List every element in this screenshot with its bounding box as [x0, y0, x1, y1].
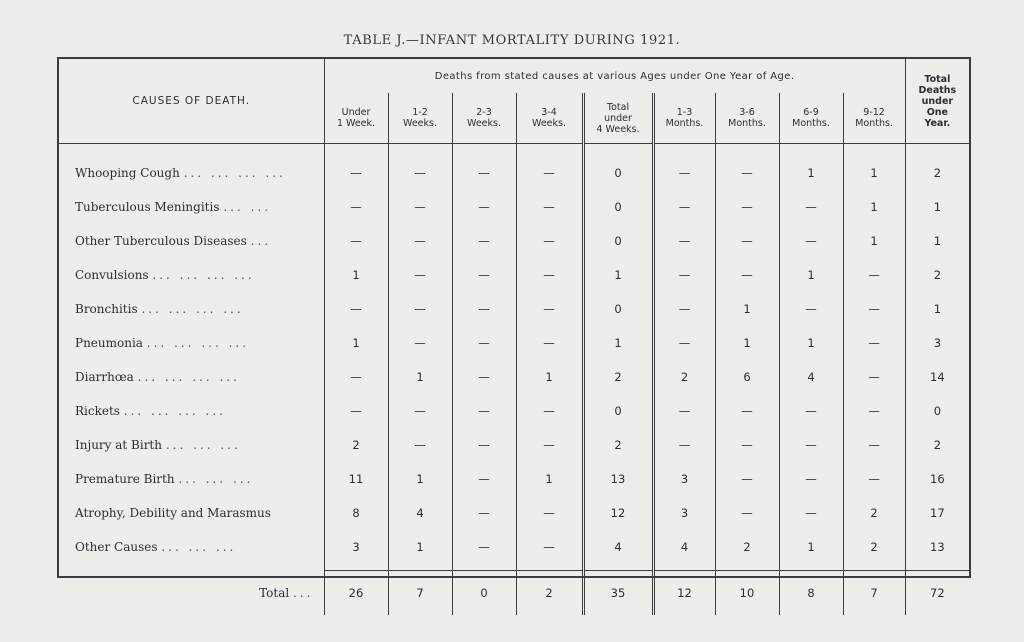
value-cell: —	[779, 224, 843, 258]
row-total-cell: 1	[905, 292, 969, 326]
value-cell: 2	[715, 530, 779, 564]
value-cell: —	[843, 462, 905, 496]
value-cell: 6	[715, 360, 779, 394]
total-label: Total ...	[259, 585, 314, 600]
value-cell: —	[388, 326, 452, 360]
col-header-2-3-weeks: 2-3 Weeks.	[452, 93, 516, 144]
value-cell: —	[452, 190, 516, 224]
value-cell: —	[324, 190, 388, 224]
cause-cell: Other Causes ... ... ...	[75, 540, 237, 554]
value-cell: —	[452, 156, 516, 190]
value-cell: —	[779, 428, 843, 462]
total-value-cell: 0	[452, 571, 516, 616]
value-cell: 11	[324, 462, 388, 496]
value-cell: 0	[583, 394, 653, 428]
value-cell: 1	[843, 156, 905, 190]
value-cell: 0	[583, 292, 653, 326]
value-cell: 1	[516, 462, 583, 496]
col-header-1-2-weeks: 1-2 Weeks.	[388, 93, 452, 144]
table-row	[59, 462, 969, 496]
value-cell: —	[715, 462, 779, 496]
value-cell: 3	[653, 496, 715, 530]
value-cell: 1	[715, 292, 779, 326]
value-cell: 1	[843, 224, 905, 258]
col-header-1-3-months: 1-3 Months.	[653, 93, 715, 144]
value-cell: 1	[516, 360, 583, 394]
value-cell: —	[324, 224, 388, 258]
value-cell: —	[452, 360, 516, 394]
value-cell: —	[388, 224, 452, 258]
cause-cell: Rickets ... ... ... ...	[75, 404, 226, 418]
value-cell: —	[516, 156, 583, 190]
value-cell: —	[452, 496, 516, 530]
value-cell: —	[653, 326, 715, 360]
value-cell: 2	[583, 428, 653, 462]
value-cell: —	[324, 360, 388, 394]
value-cell: 1	[715, 326, 779, 360]
value-cell: —	[452, 224, 516, 258]
value-cell: —	[715, 496, 779, 530]
row-total-cell: 13	[905, 530, 969, 564]
value-cell: 1	[779, 258, 843, 292]
total-header-line: Year.	[924, 117, 951, 129]
causes-of-death-header: CAUSES OF DEATH.	[59, 59, 324, 144]
col-header-6-9-months: 6-9 Months.	[779, 93, 843, 144]
total-value-cell: 26	[324, 571, 388, 616]
value-cell: —	[715, 224, 779, 258]
value-cell: 1	[388, 360, 452, 394]
cause-cell: Other Tuberculous Diseases ...	[75, 234, 272, 248]
table-row	[59, 326, 969, 360]
value-cell: —	[843, 360, 905, 394]
value-cell: —	[779, 462, 843, 496]
table-row	[59, 496, 969, 530]
value-cell: —	[843, 292, 905, 326]
value-cell: —	[452, 258, 516, 292]
table-row	[59, 394, 969, 428]
page-title: TABLE J.—INFANT MORTALITY DURING 1921.	[343, 33, 681, 48]
value-cell: 4	[779, 360, 843, 394]
value-cell: —	[653, 428, 715, 462]
value-cell: —	[452, 530, 516, 564]
value-cell: 1	[324, 326, 388, 360]
value-cell: —	[843, 326, 905, 360]
infant-mortality-table	[59, 59, 969, 615]
value-cell: —	[516, 530, 583, 564]
value-cell: —	[843, 428, 905, 462]
value-cell: —	[653, 224, 715, 258]
total-value-cell: 35	[583, 571, 653, 616]
value-cell: 2	[653, 360, 715, 394]
row-total-cell: 2	[905, 428, 969, 462]
value-cell: 3	[653, 462, 715, 496]
value-cell: —	[715, 190, 779, 224]
value-cell: —	[516, 224, 583, 258]
table-row	[59, 190, 969, 224]
mortality-table-frame	[57, 57, 971, 600]
value-cell: —	[516, 190, 583, 224]
value-cell: —	[715, 394, 779, 428]
value-cell: 1	[843, 190, 905, 224]
value-cell: 8	[324, 496, 388, 530]
col-header-total-under-4-weeks: Total under 4 Weeks.	[583, 93, 653, 144]
col-header-3-4-weeks: 3-4 Weeks.	[516, 93, 583, 144]
total-value-cell: 10	[715, 571, 779, 616]
value-cell: 1	[324, 258, 388, 292]
value-cell: —	[324, 156, 388, 190]
value-cell: 1	[583, 258, 653, 292]
col-header-under-1-week: Under 1 Week.	[324, 93, 388, 144]
row-total-cell: 2	[905, 258, 969, 292]
cause-cell: Pneumonia ... ... ... ...	[75, 336, 250, 350]
table-row	[59, 224, 969, 258]
col-header-9-12-months: 9-12 Months.	[843, 93, 905, 144]
value-cell: 2	[324, 428, 388, 462]
row-total-cell: 1	[905, 224, 969, 258]
row-total-cell: 0	[905, 394, 969, 428]
value-cell: —	[452, 394, 516, 428]
value-cell: —	[388, 258, 452, 292]
total-header-line: One	[926, 106, 949, 118]
value-cell: 1	[779, 156, 843, 190]
value-cell: —	[452, 462, 516, 496]
cause-cell: Bronchitis ... ... ... ...	[75, 302, 244, 316]
age-group-header: Deaths from stated causes at various Ages under One Year of Age.	[324, 59, 905, 93]
value-cell: 1	[388, 530, 452, 564]
value-cell: 2	[843, 530, 905, 564]
value-cell: 1	[388, 462, 452, 496]
value-cell: —	[388, 428, 452, 462]
value-cell: 2	[843, 496, 905, 530]
value-cell: —	[516, 394, 583, 428]
table-row	[59, 428, 969, 462]
row-total-cell: 14	[905, 360, 969, 394]
value-cell: —	[388, 156, 452, 190]
value-cell: —	[779, 190, 843, 224]
value-cell: —	[324, 394, 388, 428]
table-row	[59, 530, 969, 564]
total-value-cell: 7	[843, 571, 905, 616]
value-cell: 1	[779, 326, 843, 360]
value-cell: —	[388, 394, 452, 428]
row-total-cell: 2	[905, 156, 969, 190]
value-cell: 0	[583, 224, 653, 258]
total-value-cell: 8	[779, 571, 843, 616]
cause-cell: Diarrhœa ... ... ... ...	[75, 370, 240, 384]
total-value-cell: 12	[653, 571, 715, 616]
value-cell: —	[653, 394, 715, 428]
row-total-cell: 3	[905, 326, 969, 360]
value-cell: 12	[583, 496, 653, 530]
value-cell: 4	[388, 496, 452, 530]
grand-total-cell: 72	[905, 571, 969, 616]
total-value-cell: 7	[388, 571, 452, 616]
value-cell: —	[452, 428, 516, 462]
value-cell: —	[653, 156, 715, 190]
total-row	[59, 571, 969, 616]
value-cell: 1	[779, 530, 843, 564]
value-cell: —	[388, 190, 452, 224]
value-cell: 4	[653, 530, 715, 564]
table-row	[59, 258, 969, 292]
value-cell: —	[516, 258, 583, 292]
value-cell: 0	[583, 156, 653, 190]
value-cell: —	[516, 326, 583, 360]
total-header-line: Total	[924, 73, 951, 85]
cause-cell: Premature Birth ... ... ...	[75, 472, 254, 486]
value-cell: —	[843, 394, 905, 428]
value-cell: —	[653, 258, 715, 292]
table-row	[59, 156, 969, 190]
cause-cell: Whooping Cough ... ... ... ...	[75, 166, 286, 180]
total-value-cell: 2	[516, 571, 583, 616]
table-row	[59, 360, 969, 394]
value-cell: —	[388, 292, 452, 326]
value-cell: 13	[583, 462, 653, 496]
table-row	[59, 292, 969, 326]
value-cell: —	[715, 428, 779, 462]
value-cell: —	[779, 292, 843, 326]
value-cell: —	[516, 496, 583, 530]
total-deaths-header	[905, 59, 969, 144]
total-header-line: under	[921, 95, 954, 107]
value-cell: —	[653, 190, 715, 224]
value-cell: —	[653, 292, 715, 326]
cause-cell: Atrophy, Debility and Marasmus	[75, 506, 271, 520]
row-total-cell: 1	[905, 190, 969, 224]
value-cell: —	[452, 326, 516, 360]
value-cell: —	[715, 258, 779, 292]
value-cell: —	[516, 292, 583, 326]
value-cell: —	[843, 258, 905, 292]
cause-cell: Convulsions ... ... ... ...	[75, 268, 255, 282]
cause-cell: Tuberculous Meningitis ... ...	[75, 200, 272, 214]
value-cell: —	[779, 394, 843, 428]
value-cell: 0	[583, 190, 653, 224]
value-cell: —	[779, 496, 843, 530]
row-total-cell: 17	[905, 496, 969, 530]
total-header-line: Deaths	[918, 84, 957, 96]
value-cell: 4	[583, 530, 653, 564]
col-header-3-6-months: 3-6 Months.	[715, 93, 779, 144]
value-cell: —	[324, 292, 388, 326]
value-cell: —	[715, 156, 779, 190]
value-cell: —	[516, 428, 583, 462]
cause-cell: Injury at Birth ... ... ...	[75, 438, 241, 452]
value-cell: 1	[583, 326, 653, 360]
value-cell: 2	[583, 360, 653, 394]
value-cell: —	[452, 292, 516, 326]
value-cell: 3	[324, 530, 388, 564]
row-total-cell: 16	[905, 462, 969, 496]
